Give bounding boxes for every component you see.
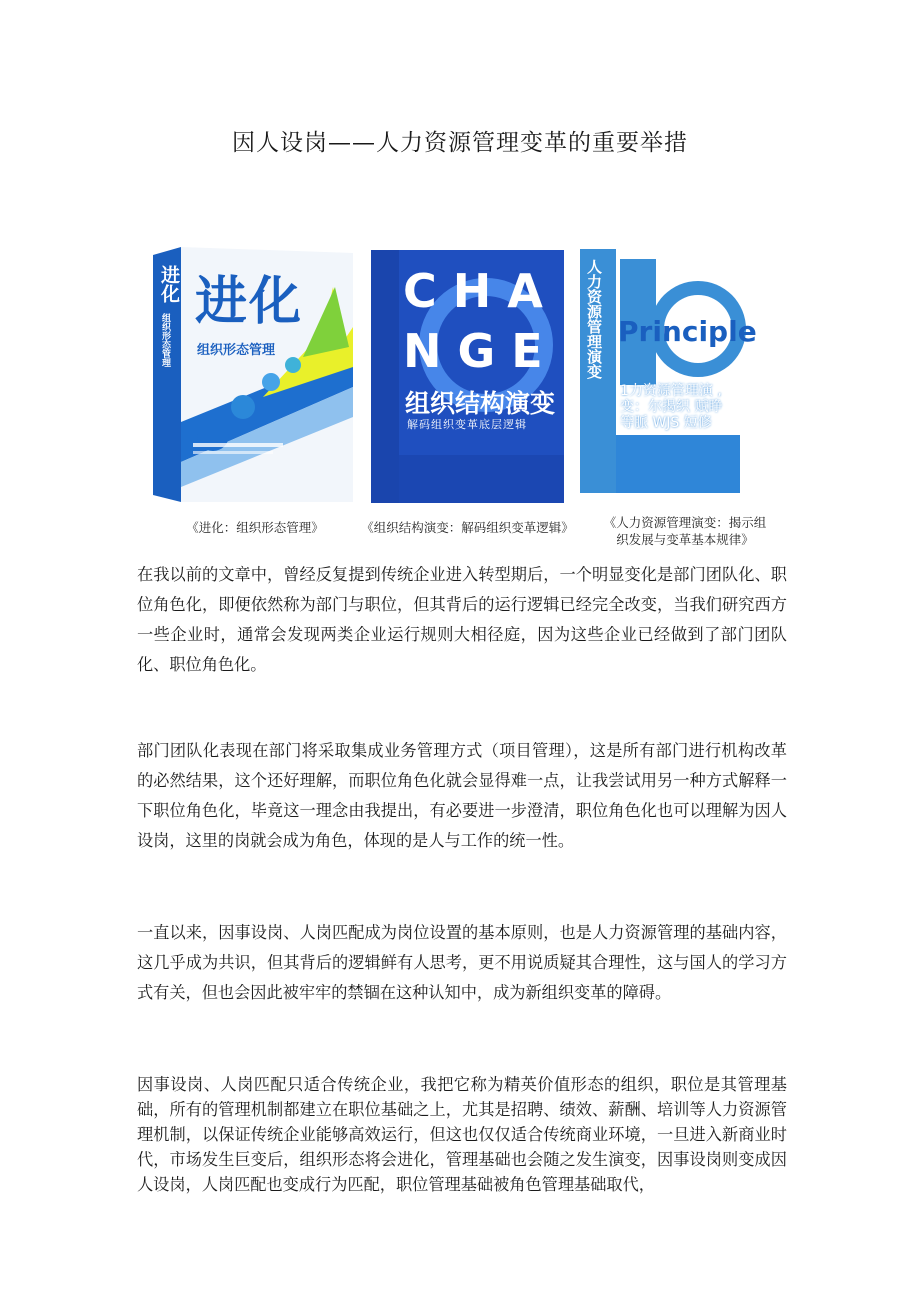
paragraph-1: 在我以前的文章中，曾经反复提到传统企业进入转型期后，一个明显变化是部门团队化、职位角色化，即便依然称为部门与职位，但其背后的运行逻辑已经完全改变，当我们研究西方一些企业时，通常会发现两类企业运行规则大相径庭，因为这些企业已经做到了部门团队化、职位角色化。 (137, 565, 787, 674)
book-spine-title: 人力资源管理演变 (585, 259, 603, 379)
book-cover-word-2: NGE (403, 324, 559, 378)
paragraph-4: 因事设岗、人岗匹配只适合传统企业，我把它称为精英价值形态的组织，职位是其管理基础，所有的管理机制都建立在职位基础之上，尤其是招聘、绩效、薪酬、培训等人力资源管理机制，以保证传统企业能够高效运行，但这也仅仅适合传统商业环境，一旦进入新商业时代，市场发生巨变后，组织形态将会进化，管理基础也会随之发生演变，因事设岗则变成因人设岗，人岗匹配也变成行为匹配，职位管理基础被角色管理基础取代， (137, 1075, 787, 1194)
book-caption-org-structure: 《组织结构演变：解码组织变革逻辑》 (361, 520, 574, 535)
book-cover-word-1: CHA (403, 264, 559, 318)
book-caption-evolution: 《进化：组织形态管理》 (186, 520, 324, 535)
book-spine-title: 进化 (158, 265, 180, 303)
book-spine-subtitle: 组织形态管理 (160, 313, 170, 367)
book-cover-title: 进化 (195, 272, 304, 332)
book-cover-subtitle: 解码组织变革底层逻辑 (407, 418, 527, 431)
paragraph-2: 部门团队化表现在部门将采取集成业务管理方式（项目管理），这是所有部门进行机构改革的必然结果，这个还好理解，而职位角色化就会显得难一点，让我尝试用另一种方式解释一下职位角色化，毕竟这一理念由我提出，有必要进一步澄清，职位角色化也可以理解为因人设岗，这里的岗就会成为角色，体现的是人与工作的统一性。 (137, 741, 787, 850)
book-cover-title: 组织结构演变 (405, 389, 556, 418)
book-caption-hr-evolution: 《人力资源管理演变：揭示组织发展与变革基本规律》 (603, 515, 767, 547)
book-cover-subtitle: 组织形态管理 (197, 343, 276, 358)
page-title: 因人设岗——人力资源管理变革的重要举措 (232, 130, 688, 156)
book-cover-word: Principle (618, 315, 757, 348)
paragraph-3: 一直以来，因事设岗、人岗匹配成为岗位设置的基本原则，也是人力资源管理的基础内容，这几乎成为共识，但其背后的逻辑鲜有人思考，更不用说质疑其合理性，这与国人的学习方式有关，但也会因此被牢牢的禁锢在这种认知中，成为新组织变革的障碍。 (137, 923, 787, 1002)
book-cover-text: 1力资源管理演 ,变：尔揭织 赋睁 等脈 WJS 短修 (620, 383, 723, 431)
book-cover-hr-evolution (580, 249, 757, 493)
book-cover-org-structure (371, 250, 564, 503)
book-cover-evolution (153, 247, 353, 502)
